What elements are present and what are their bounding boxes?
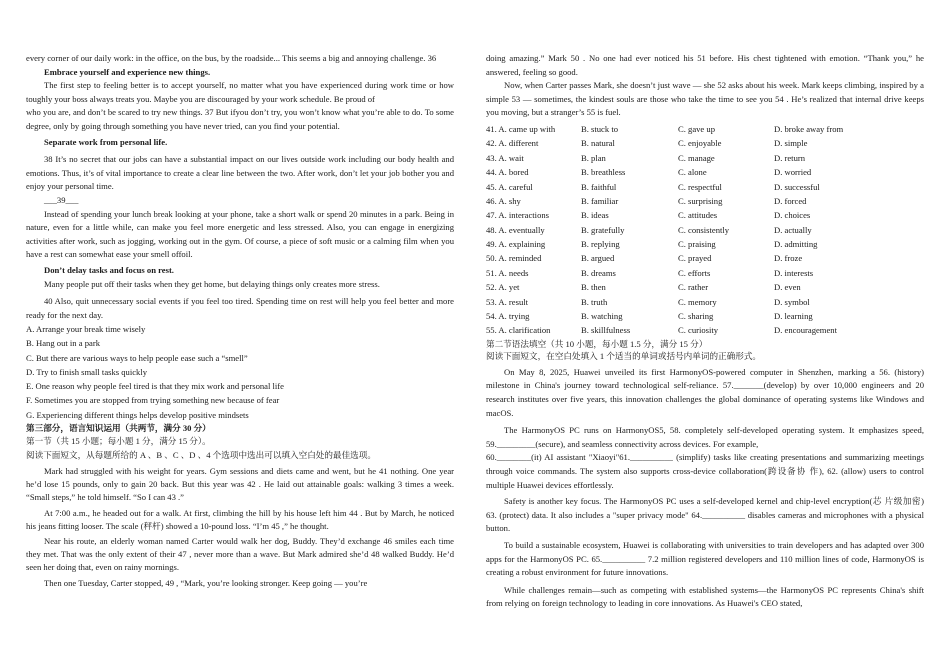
option-c: C. attitudes xyxy=(678,210,718,221)
section-instructions: 阅读下面短文，在空白处填入 1 个适当的单词或括号内单词的正确形式。 xyxy=(486,350,762,361)
passage-text: Instead of spending your lunch break looking at your phone, take a short walk or spend 20 minutes in a park. Being in nature, even for a little while, can make you feel more energetic and less stressed. Also, you can engage in energizing activities after work, such as jogging, working out in the gym. Of course, a piece of soft music or a calming film when you have a rest can somewhat ease your smell offoil. xyxy=(26,208,454,260)
right-column xyxy=(486,52,924,611)
option-a: 41. A. came up with xyxy=(486,123,556,134)
choice-item: G. Experiencing different things helps develop positive mindsets xyxy=(26,409,249,420)
passage-text: 38 It’s no secret that our jobs can have a substantial impact on our lives outside work including our body health and emotions. Thus, it’s of vital importance to create a clear line between the two. After work, don’t let your job bother you and enjoy your personal time. xyxy=(26,154,454,192)
option-b: B. truth xyxy=(581,296,608,307)
option-b: B. plan xyxy=(581,152,606,163)
option-row xyxy=(486,309,924,323)
option-d: D. interests xyxy=(774,267,814,278)
left-column xyxy=(26,52,454,590)
option-c: C. prayed xyxy=(678,253,712,264)
option-c: C. praising xyxy=(678,239,716,250)
options-table xyxy=(486,122,924,338)
story-paragraph: Mark had struggled with his weight for years. Gym sessions and diets came and went, but he 41 nothing. One year he’d lose 15 pounds, only to gain 20 back. But this year was 42 . He laid out attainable goals: walking 3 times a week. “Small steps,” he told himself. “So I can 43 .” xyxy=(26,466,454,503)
option-row xyxy=(486,295,924,309)
grammar-paragraph: While challenges remain—such as competing with established systems—the HarmonyOS PC represents China's shift from relying on foreign technology to leading in core innovations. As Huawei's CEO stated, xyxy=(486,584,924,609)
option-a: 47. A. interactions xyxy=(486,210,550,221)
passage-text: every corner of our daily work: in the office, on the bus, by the roadside... This seems a big and annoying challenge. 36 xyxy=(26,53,437,63)
section-instructions: 阅读下面短文，从每题所给的 A 、B 、C 、D 、4 个选项中选出可以填入空白处的最佳选项。 xyxy=(26,449,376,460)
choice-item: F. Sometimes you are stopped from trying something new because of fear xyxy=(26,395,280,406)
option-b: B. natural xyxy=(581,138,615,149)
option-b: B. then xyxy=(581,282,606,293)
option-a: 51. A. needs xyxy=(486,267,529,278)
option-b: B. ideas xyxy=(581,210,609,221)
choice-item: D. Try to finish small tasks quickly xyxy=(26,366,148,377)
option-b: B. replying xyxy=(581,239,620,250)
option-row xyxy=(486,251,924,265)
option-row xyxy=(486,165,924,179)
option-b: B. breathless xyxy=(581,167,626,178)
option-row xyxy=(486,136,924,150)
option-c: C. manage xyxy=(678,152,715,163)
option-b: B. familiar xyxy=(581,195,619,206)
option-a: 53. A. result xyxy=(486,296,529,307)
grammar-paragraph: Safety is another key focus. The HarmonyOS PC uses a self-developed kernel and chip-level encryption(芯 片级加密) 63. (protect) data. It also includes a "super privacy mode" 64.__________ disables cameras and microphones with a physical button. xyxy=(486,496,924,534)
option-d: D. broke away from xyxy=(774,123,844,134)
passage-text: The first step to feeling better is to accept yourself, no matter what you have experienced during work time or how toughly your boss always treats you. Maybe you are discouraged by your work schedule. Be proud of xyxy=(26,80,454,104)
choice-item: A. Arrange your break time wisely xyxy=(26,324,146,335)
blank-39: ___39___ xyxy=(44,194,79,205)
option-a: 44. A. bored xyxy=(486,167,529,178)
option-row xyxy=(486,323,924,337)
option-d: D. return xyxy=(774,152,806,163)
section-heading: Separate work from personal life. xyxy=(44,136,168,147)
option-row xyxy=(486,122,924,136)
option-a: 45. A. careful xyxy=(486,181,533,192)
story-paragraph: Then one Tuesday, Carter stopped, 49 , “Mark, you’re looking stronger. Keep going — you’re xyxy=(44,577,368,588)
option-d: D. learning xyxy=(774,311,813,322)
story-paragraph: Now, when Carter passes Mark, she doesn’t just wave — she 52 asks about his week. Mark keeps climbing, inspired by a simple 53 — sometimes, the kindest souls are those who take the time to see you 54 . He’s realized that internal drive keeps you moving, but a stranger’s 55 is fuel. xyxy=(486,80,924,118)
option-row xyxy=(486,223,924,237)
option-d: D. symbol xyxy=(774,296,810,307)
option-c: C. efforts xyxy=(678,267,711,278)
grammar-paragraph: To build a sustainable ecosystem, Huawei is collaborating with universities to train developers and has adapted over 300 apps for the HarmonyOS PC. 65.__________ 7.2 million registered developers and 110 million lines of code, HarmonyOS is creating a robust environment for future innovations. xyxy=(486,539,924,578)
option-d: D. simple xyxy=(774,138,808,149)
answer-choices xyxy=(26,322,454,421)
option-row xyxy=(486,180,924,194)
option-c: C. memory xyxy=(678,296,717,307)
option-b: B. dreams xyxy=(581,267,616,278)
option-d: D. worried xyxy=(774,167,812,178)
option-c: C. curiosity xyxy=(678,325,719,336)
option-b: B. skillfulness xyxy=(581,325,631,336)
option-c: C. surprising xyxy=(678,195,723,206)
option-d: D. froze xyxy=(774,253,803,264)
section-title: 第一节（共 15 小题；每小题 1 分，满分 15 分）。 xyxy=(26,436,211,447)
option-row xyxy=(486,194,924,208)
option-a: 48. A. eventually xyxy=(486,224,545,235)
option-d: D. forced xyxy=(774,195,807,206)
option-a: 49. A. explaining xyxy=(486,239,546,250)
option-row xyxy=(486,280,924,294)
section-title: 第二节语法填空（共 10 小题，每小题 1.5 分，满分 15 分） xyxy=(486,338,708,349)
passage-text: Many people put off their tasks when they get home, but delaying things only creates more stress. xyxy=(44,278,380,289)
option-d: D. encouragement xyxy=(774,325,837,336)
section-heading: Embrace yourself and experience new things. xyxy=(44,66,211,77)
option-c: C. enjoyable xyxy=(678,138,722,149)
option-b: B. gratefully xyxy=(581,224,625,235)
option-b: B. stuck to xyxy=(581,123,619,134)
option-row xyxy=(486,208,924,222)
section-heading: Don’t delay tasks and focus on rest. xyxy=(44,264,174,275)
option-a: 55. A. clarification xyxy=(486,325,551,336)
option-d: D. choices xyxy=(774,210,811,221)
option-a: 54. A. trying xyxy=(486,311,530,322)
option-a: 52. A. yet xyxy=(486,282,520,293)
choice-item: E. One reason why people feel tired is that they mix work and personal life xyxy=(26,381,284,392)
option-a: 42. A. different xyxy=(486,138,539,149)
story-paragraph: doing amazing.” Mark 50 . No one had ever noticed his 51 before. His chest tightened with emotion. “Thank you,” he answered, feeling so good. xyxy=(486,53,924,77)
option-d: D. admitting xyxy=(774,239,818,250)
option-c: C. sharing xyxy=(678,311,714,322)
option-row xyxy=(486,266,924,280)
passage-text: 40 Also, quit unnecessary social events if you feel too tired. Spending time on rest will help you feel better and more ready for the next day. xyxy=(26,296,454,320)
choice-item: B. Hang out in a park xyxy=(26,338,100,349)
choice-item: C. But there are various ways to help people ease such a “smell” xyxy=(26,352,248,363)
grammar-paragraph: The HarmonyOS PC runs on HarmonyOS5, 58. completely self-developed operating system. It emphasizes speed, 59._________(secure), and seamless connectivity across devices. For example, xyxy=(486,425,924,449)
option-c: C. alone xyxy=(678,167,707,178)
passage-text: who you are, and don’t be scared to try new things. 37 But ifyou don’t try, you won’t know what you’re able to do. To some degree, only by going through something you have never tried, can you find your potential. xyxy=(26,107,454,131)
option-c: C. consistently xyxy=(678,224,730,235)
option-row xyxy=(486,237,924,251)
story-paragraph: At 7:00 a.m., he headed out for a walk. At first, climbing the hill by his house left him 44 . But by March, he noticed his jeans fitting looser. The scale (秤杆) showed a 10-pound loss. “I’m 45 ,” he thought. xyxy=(26,507,454,531)
option-d: D. successful xyxy=(774,181,820,192)
option-d: D. even xyxy=(774,282,801,293)
option-b: B. faithful xyxy=(581,181,617,192)
option-c: C. rather xyxy=(678,282,709,293)
grammar-paragraph: On May 8, 2025, Huawei unveiled its first HarmonyOS-powered computer in Shenzhen, marking a 56. (history) milestone in China's journey toward technological self-reliance. 57._______(develop) by over 10,000 engineers and 20 research institutes over five years, this innovation challenges the global dominance of operating systems like Windows and macOS. xyxy=(486,366,924,418)
story-paragraph: Near his route, an elderly woman named Carter would walk her dog, Buddy. They’d exchange 46 smiles each time they met. That was the only extent of their 47 , never more than a wave. But Mark admired she’d 48 walked Buddy. He’d seen her doing that, even on rainy mornings. xyxy=(26,536,454,573)
option-c: C. respectful xyxy=(678,181,722,192)
option-a: 50. A. reminded xyxy=(486,253,542,264)
option-a: 43. A. wait xyxy=(486,152,524,163)
option-b: B. watching xyxy=(581,311,623,322)
option-d: D. actually xyxy=(774,224,812,235)
option-c: C. gave up xyxy=(678,123,715,134)
option-a: 46. A. shy xyxy=(486,195,521,206)
grammar-paragraph: 60.________(it) AI assistant "Xiaoyi"61.__________ (simplify) tasks like creating presentations and summarizing meetings through voice commands. The system also supports cross-device collaboration(跨设备协 作), 62. (allow) users to control multiple Huawei devices effortlessly. xyxy=(486,452,924,490)
option-row xyxy=(486,151,924,165)
part-title: 第三部分，语言知识运用（共两节，满分 30 分） xyxy=(26,422,211,433)
option-b: B. argued xyxy=(581,253,615,264)
